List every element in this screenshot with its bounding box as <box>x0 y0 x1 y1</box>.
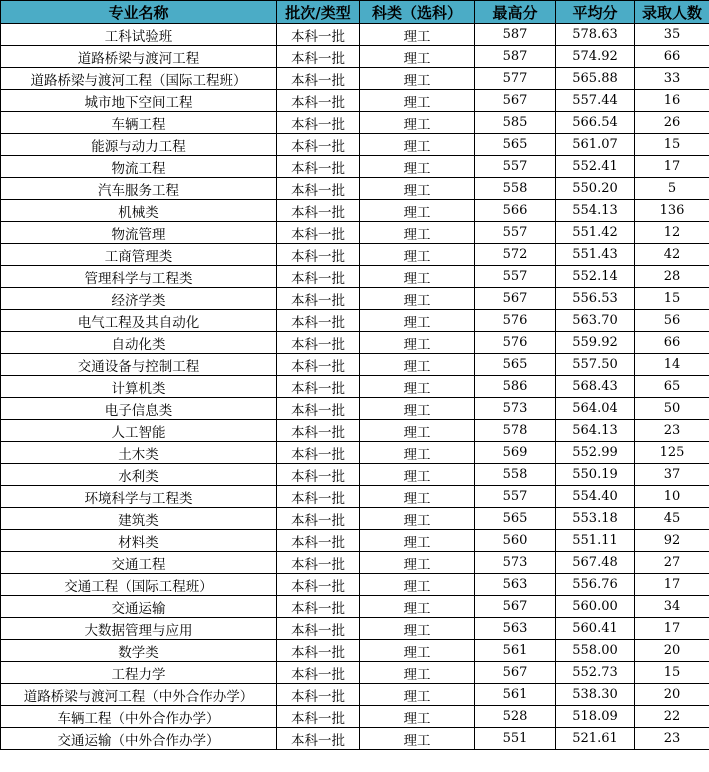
max-score-cell: 577 <box>475 68 556 90</box>
avg-score-cell: 557.50 <box>556 354 635 376</box>
table-row <box>1 222 709 244</box>
admitted-count-cell: 66 <box>635 46 709 68</box>
subject-category-cell: 理工 <box>360 222 475 244</box>
batch-type-cell: 本科一批 <box>277 332 360 354</box>
table-row <box>1 376 709 398</box>
avg-score-cell: 521.61 <box>556 728 635 750</box>
avg-score-cell: 556.53 <box>556 288 635 310</box>
admitted-count-cell: 20 <box>635 684 709 706</box>
table-row <box>1 596 709 618</box>
batch-type-cell: 本科一批 <box>277 420 360 442</box>
major-name-cell: 交通运输 <box>1 596 277 618</box>
admitted-count-cell: 20 <box>635 640 709 662</box>
admitted-count-cell: 35 <box>635 24 709 46</box>
max-score-cell: 565 <box>475 134 556 156</box>
subject-category-cell: 理工 <box>360 420 475 442</box>
max-score-cell: 551 <box>475 728 556 750</box>
subject-category-cell: 理工 <box>360 332 475 354</box>
admitted-count-cell: 50 <box>635 398 709 420</box>
admitted-count-cell: 92 <box>635 530 709 552</box>
header-max-score: 最高分 <box>475 1 556 24</box>
major-name-cell: 物流工程 <box>1 156 277 178</box>
major-name-cell: 道路桥梁与渡河工程（国际工程班） <box>1 68 277 90</box>
table-row <box>1 112 709 134</box>
max-score-cell: 557 <box>475 222 556 244</box>
admitted-count-cell: 15 <box>635 288 709 310</box>
subject-category-cell: 理工 <box>360 112 475 134</box>
admitted-count-cell: 34 <box>635 596 709 618</box>
avg-score-cell: 550.20 <box>556 178 635 200</box>
table-row <box>1 574 709 596</box>
avg-score-cell: 557.44 <box>556 90 635 112</box>
avg-score-cell: 554.40 <box>556 486 635 508</box>
table-row <box>1 68 709 90</box>
table-row <box>1 288 709 310</box>
batch-type-cell: 本科一批 <box>277 200 360 222</box>
table-row <box>1 640 709 662</box>
max-score-cell: 576 <box>475 310 556 332</box>
header-batch-type: 批次/类型 <box>277 1 360 24</box>
major-name-cell: 环境科学与工程类 <box>1 486 277 508</box>
admitted-count-cell: 45 <box>635 508 709 530</box>
admitted-count-cell: 15 <box>635 134 709 156</box>
max-score-cell: 528 <box>475 706 556 728</box>
max-score-cell: 563 <box>475 618 556 640</box>
avg-score-cell: 565.88 <box>556 68 635 90</box>
admitted-count-cell: 5 <box>635 178 709 200</box>
subject-category-cell: 理工 <box>360 244 475 266</box>
batch-type-cell: 本科一批 <box>277 728 360 750</box>
major-name-cell: 工程力学 <box>1 662 277 684</box>
max-score-cell: 563 <box>475 574 556 596</box>
batch-type-cell: 本科一批 <box>277 354 360 376</box>
table-row <box>1 684 709 706</box>
subject-category-cell: 理工 <box>360 596 475 618</box>
table-row <box>1 618 709 640</box>
batch-type-cell: 本科一批 <box>277 90 360 112</box>
batch-type-cell: 本科一批 <box>277 24 360 46</box>
major-name-cell: 道路桥梁与渡河工程（中外合作办学） <box>1 684 277 706</box>
avg-score-cell: 550.19 <box>556 464 635 486</box>
max-score-cell: 586 <box>475 376 556 398</box>
avg-score-cell: 518.09 <box>556 706 635 728</box>
admitted-count-cell: 10 <box>635 486 709 508</box>
batch-type-cell: 本科一批 <box>277 684 360 706</box>
max-score-cell: 569 <box>475 442 556 464</box>
subject-category-cell: 理工 <box>360 442 475 464</box>
avg-score-cell: 566.54 <box>556 112 635 134</box>
major-name-cell: 大数据管理与应用 <box>1 618 277 640</box>
table-row <box>1 266 709 288</box>
max-score-cell: 585 <box>475 112 556 134</box>
batch-type-cell: 本科一批 <box>277 508 360 530</box>
table-row <box>1 46 709 68</box>
max-score-cell: 567 <box>475 662 556 684</box>
major-name-cell: 汽车服务工程 <box>1 178 277 200</box>
max-score-cell: 558 <box>475 178 556 200</box>
max-score-cell: 565 <box>475 508 556 530</box>
batch-type-cell: 本科一批 <box>277 376 360 398</box>
batch-type-cell: 本科一批 <box>277 552 360 574</box>
subject-category-cell: 理工 <box>360 574 475 596</box>
major-name-cell: 工科试验班 <box>1 24 277 46</box>
table-row <box>1 156 709 178</box>
subject-category-cell: 理工 <box>360 178 475 200</box>
admitted-count-cell: 37 <box>635 464 709 486</box>
admitted-count-cell: 17 <box>635 574 709 596</box>
admitted-count-cell: 23 <box>635 728 709 750</box>
major-name-cell: 道路桥梁与渡河工程 <box>1 46 277 68</box>
batch-type-cell: 本科一批 <box>277 596 360 618</box>
major-name-cell: 交通工程（国际工程班） <box>1 574 277 596</box>
table-row <box>1 310 709 332</box>
max-score-cell: 567 <box>475 288 556 310</box>
header-row <box>1 1 709 24</box>
batch-type-cell: 本科一批 <box>277 662 360 684</box>
major-name-cell: 电子信息类 <box>1 398 277 420</box>
admitted-count-cell: 136 <box>635 200 709 222</box>
admitted-count-cell: 12 <box>635 222 709 244</box>
max-score-cell: 573 <box>475 552 556 574</box>
major-name-cell: 土木类 <box>1 442 277 464</box>
admitted-count-cell: 16 <box>635 90 709 112</box>
batch-type-cell: 本科一批 <box>277 288 360 310</box>
table-row <box>1 398 709 420</box>
major-name-cell: 车辆工程 <box>1 112 277 134</box>
subject-category-cell: 理工 <box>360 24 475 46</box>
admitted-count-cell: 17 <box>635 156 709 178</box>
avg-score-cell: 551.42 <box>556 222 635 244</box>
admitted-count-cell: 17 <box>635 618 709 640</box>
subject-category-cell: 理工 <box>360 684 475 706</box>
subject-category-cell: 理工 <box>360 90 475 112</box>
header-major-name: 专业名称 <box>1 1 277 24</box>
batch-type-cell: 本科一批 <box>277 222 360 244</box>
major-name-cell: 人工智能 <box>1 420 277 442</box>
max-score-cell: 558 <box>475 464 556 486</box>
max-score-cell: 557 <box>475 156 556 178</box>
avg-score-cell: 560.00 <box>556 596 635 618</box>
admitted-count-cell: 27 <box>635 552 709 574</box>
batch-type-cell: 本科一批 <box>277 486 360 508</box>
avg-score-cell: 554.13 <box>556 200 635 222</box>
avg-score-cell: 551.43 <box>556 244 635 266</box>
avg-score-cell: 568.43 <box>556 376 635 398</box>
avg-score-cell: 564.13 <box>556 420 635 442</box>
batch-type-cell: 本科一批 <box>277 178 360 200</box>
batch-type-cell: 本科一批 <box>277 574 360 596</box>
table-row <box>1 178 709 200</box>
subject-category-cell: 理工 <box>360 706 475 728</box>
avg-score-cell: 552.73 <box>556 662 635 684</box>
max-score-cell: 557 <box>475 486 556 508</box>
subject-category-cell: 理工 <box>360 46 475 68</box>
admitted-count-cell: 14 <box>635 354 709 376</box>
batch-type-cell: 本科一批 <box>277 266 360 288</box>
major-name-cell: 管理科学与工程类 <box>1 266 277 288</box>
avg-score-cell: 567.48 <box>556 552 635 574</box>
max-score-cell: 576 <box>475 332 556 354</box>
major-name-cell: 机械类 <box>1 200 277 222</box>
table-header <box>1 1 709 24</box>
batch-type-cell: 本科一批 <box>277 156 360 178</box>
max-score-cell: 566 <box>475 200 556 222</box>
major-name-cell: 物流管理 <box>1 222 277 244</box>
table-row <box>1 90 709 112</box>
admitted-count-cell: 33 <box>635 68 709 90</box>
avg-score-cell: 552.14 <box>556 266 635 288</box>
batch-type-cell: 本科一批 <box>277 530 360 552</box>
major-name-cell: 交通运输（中外合作办学） <box>1 728 277 750</box>
header-avg-score: 平均分 <box>556 1 635 24</box>
max-score-cell: 587 <box>475 24 556 46</box>
batch-type-cell: 本科一批 <box>277 244 360 266</box>
table-row <box>1 420 709 442</box>
table-row <box>1 508 709 530</box>
max-score-cell: 572 <box>475 244 556 266</box>
major-name-cell: 材料类 <box>1 530 277 552</box>
max-score-cell: 561 <box>475 640 556 662</box>
table-row <box>1 530 709 552</box>
major-name-cell: 城市地下空间工程 <box>1 90 277 112</box>
subject-category-cell: 理工 <box>360 156 475 178</box>
avg-score-cell: 556.76 <box>556 574 635 596</box>
max-score-cell: 560 <box>475 530 556 552</box>
table-row <box>1 662 709 684</box>
admitted-count-cell: 15 <box>635 662 709 684</box>
avg-score-cell: 560.41 <box>556 618 635 640</box>
avg-score-cell: 558.00 <box>556 640 635 662</box>
major-name-cell: 计算机类 <box>1 376 277 398</box>
subject-category-cell: 理工 <box>360 68 475 90</box>
subject-category-cell: 理工 <box>360 618 475 640</box>
table-row <box>1 244 709 266</box>
major-name-cell: 水利类 <box>1 464 277 486</box>
batch-type-cell: 本科一批 <box>277 46 360 68</box>
avg-score-cell: 552.41 <box>556 156 635 178</box>
subject-category-cell: 理工 <box>360 266 475 288</box>
major-name-cell: 建筑类 <box>1 508 277 530</box>
table-row <box>1 24 709 46</box>
table-row <box>1 552 709 574</box>
admitted-count-cell: 125 <box>635 442 709 464</box>
batch-type-cell: 本科一批 <box>277 112 360 134</box>
batch-type-cell: 本科一批 <box>277 464 360 486</box>
max-score-cell: 561 <box>475 684 556 706</box>
subject-category-cell: 理工 <box>360 728 475 750</box>
max-score-cell: 573 <box>475 398 556 420</box>
major-name-cell: 电气工程及其自动化 <box>1 310 277 332</box>
avg-score-cell: 538.30 <box>556 684 635 706</box>
batch-type-cell: 本科一批 <box>277 640 360 662</box>
avg-score-cell: 559.92 <box>556 332 635 354</box>
major-name-cell: 交通设备与控制工程 <box>1 354 277 376</box>
table-row <box>1 486 709 508</box>
subject-category-cell: 理工 <box>360 552 475 574</box>
admitted-count-cell: 56 <box>635 310 709 332</box>
batch-type-cell: 本科一批 <box>277 398 360 420</box>
admitted-count-cell: 23 <box>635 420 709 442</box>
subject-category-cell: 理工 <box>360 640 475 662</box>
batch-type-cell: 本科一批 <box>277 618 360 640</box>
table-row <box>1 442 709 464</box>
admitted-count-cell: 26 <box>635 112 709 134</box>
avg-score-cell: 561.07 <box>556 134 635 156</box>
subject-category-cell: 理工 <box>360 310 475 332</box>
major-name-cell: 能源与动力工程 <box>1 134 277 156</box>
table-row <box>1 332 709 354</box>
avg-score-cell: 563.70 <box>556 310 635 332</box>
subject-category-cell: 理工 <box>360 530 475 552</box>
major-name-cell: 经济学类 <box>1 288 277 310</box>
major-name-cell: 交通工程 <box>1 552 277 574</box>
max-score-cell: 567 <box>475 596 556 618</box>
table-row <box>1 728 709 750</box>
batch-type-cell: 本科一批 <box>277 310 360 332</box>
table-body <box>1 24 709 750</box>
avg-score-cell: 553.18 <box>556 508 635 530</box>
admitted-count-cell: 65 <box>635 376 709 398</box>
subject-category-cell: 理工 <box>360 200 475 222</box>
admitted-count-cell: 22 <box>635 706 709 728</box>
avg-score-cell: 552.99 <box>556 442 635 464</box>
major-name-cell: 车辆工程（中外合作办学） <box>1 706 277 728</box>
table-row <box>1 706 709 728</box>
subject-category-cell: 理工 <box>360 464 475 486</box>
admitted-count-cell: 42 <box>635 244 709 266</box>
table-row <box>1 354 709 376</box>
max-score-cell: 565 <box>475 354 556 376</box>
table-row <box>1 134 709 156</box>
max-score-cell: 567 <box>475 90 556 112</box>
batch-type-cell: 本科一批 <box>277 134 360 156</box>
header-subject-category: 科类（选科） <box>360 1 475 24</box>
avg-score-cell: 564.04 <box>556 398 635 420</box>
subject-category-cell: 理工 <box>360 508 475 530</box>
table-row <box>1 200 709 222</box>
subject-category-cell: 理工 <box>360 398 475 420</box>
avg-score-cell: 578.63 <box>556 24 635 46</box>
header-admitted-count: 录取人数 <box>635 1 709 24</box>
avg-score-cell: 574.92 <box>556 46 635 68</box>
max-score-cell: 557 <box>475 266 556 288</box>
subject-category-cell: 理工 <box>360 288 475 310</box>
subject-category-cell: 理工 <box>360 662 475 684</box>
max-score-cell: 587 <box>475 46 556 68</box>
batch-type-cell: 本科一批 <box>277 442 360 464</box>
major-name-cell: 工商管理类 <box>1 244 277 266</box>
max-score-cell: 578 <box>475 420 556 442</box>
subject-category-cell: 理工 <box>360 486 475 508</box>
avg-score-cell: 551.11 <box>556 530 635 552</box>
admitted-count-cell: 28 <box>635 266 709 288</box>
major-name-cell: 数学类 <box>1 640 277 662</box>
major-name-cell: 自动化类 <box>1 332 277 354</box>
subject-category-cell: 理工 <box>360 376 475 398</box>
admitted-count-cell: 66 <box>635 332 709 354</box>
batch-type-cell: 本科一批 <box>277 706 360 728</box>
subject-category-cell: 理工 <box>360 354 475 376</box>
batch-type-cell: 本科一批 <box>277 68 360 90</box>
subject-category-cell: 理工 <box>360 134 475 156</box>
table-row <box>1 464 709 486</box>
